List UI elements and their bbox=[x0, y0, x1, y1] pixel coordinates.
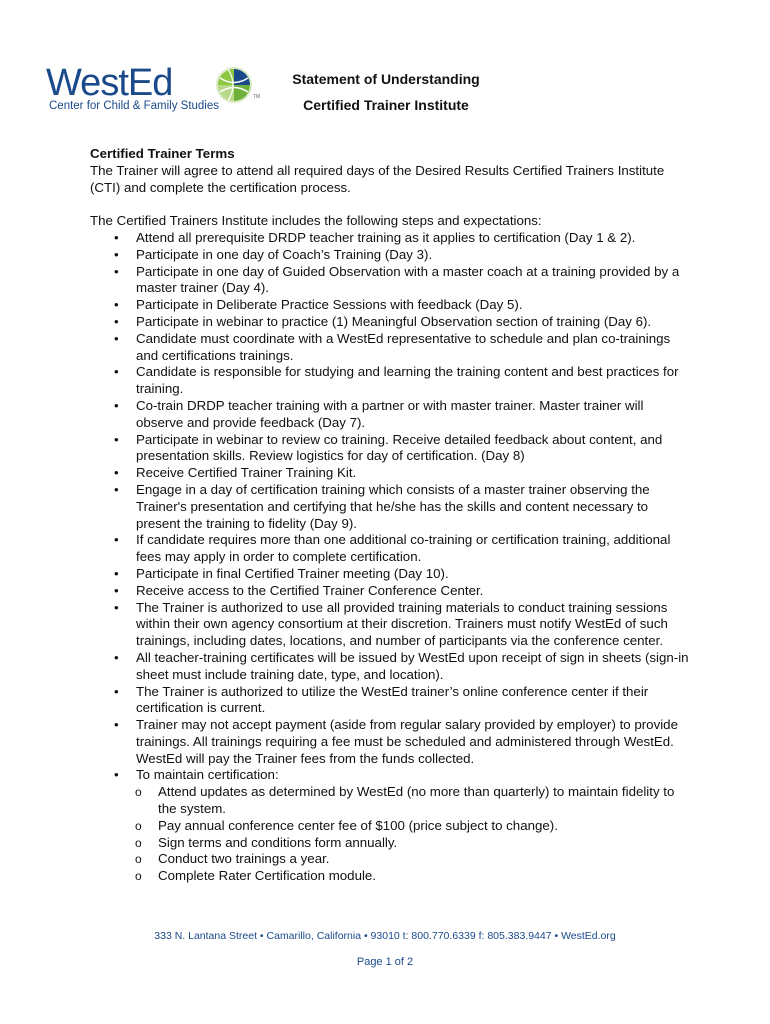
sub-list-item: o Sign terms and conditions form annually. bbox=[113, 835, 690, 852]
terms-intro: The Trainer will agree to attend all required days of the Desired Results Certified Trainers Institute (CTI) and complete the certification process. bbox=[90, 162, 665, 195]
list-item: • The Trainer is authorized to utilize the WestEd trainer’s online conference center if their certification is current. bbox=[90, 684, 690, 718]
document-subtitle: Certified Trainer Institute bbox=[303, 97, 469, 113]
list-item: • Engage in a day of certification training which consists of a master trainer observing the Trainer's presentation and certifying that he/she has the skills and content necessary to present the training to fidelity (Day 9). bbox=[90, 482, 690, 532]
page-number: Page 1 of 2 bbox=[356, 956, 414, 968]
logo-subtitle: Center for Child & Family Studies bbox=[49, 100, 220, 112]
list-item: • If candidate requires more than one additional co-training or certification training, additional fees may apply in order to complete certification. bbox=[90, 532, 690, 566]
maintenance-sublist bbox=[136, 784, 690, 885]
logo-wordmark: WestEd bbox=[46, 62, 173, 104]
globe-icon bbox=[214, 65, 254, 105]
wested-logo bbox=[46, 64, 266, 116]
list-item-label: To maintain certification: bbox=[136, 767, 279, 783]
list-item: • Receive Certified Trainer Training Kit. bbox=[90, 465, 690, 482]
list-item: • Participate in one day of Guided Observation with a master coach at a training provided by a master trainer (Day 4). bbox=[90, 264, 690, 298]
list-item: • Co-train DRDP teacher training with a partner or with master trainer. Master trainer will observe and provide feedback (Day 7). bbox=[90, 398, 690, 432]
list-item: • Participate in one day of Coach’s Training (Day 3). bbox=[90, 247, 690, 264]
list-item-maintain-certification bbox=[90, 767, 690, 885]
list-item: • Participate in webinar to review co training. Receive detailed feedback about content, and presentation skills. Review logistics for day of certification. (Day 8) bbox=[90, 432, 690, 466]
list-item: • Candidate must coordinate with a WestEd representative to schedule and plan co-trainings and certifications trainings. bbox=[90, 331, 690, 365]
list-item: • Participate in final Certified Trainer meeting (Day 10). bbox=[90, 566, 690, 583]
list-item: • Attend all prerequisite DRDP teacher training as it applies to certification (Day 1 & 2). bbox=[90, 230, 690, 247]
logo-trademark: TM bbox=[253, 94, 261, 100]
list-item: • All teacher-training certificates will be issued by WestEd upon receipt of sign in sheets (sign-in sheet must include training date, type, and location). bbox=[90, 650, 690, 684]
sub-list-item: o Complete Rater Certification module. bbox=[113, 868, 690, 885]
sub-list-item: o Pay annual conference center fee of $100 (price subject to change). bbox=[113, 818, 690, 835]
list-item: • The Trainer is authorized to use all provided training materials to conduct training sessions within their own agency consortium at their discretion. Trainers must notify WestEd of such trainings, including dates, locations, and number of participants via the conference center. bbox=[90, 600, 690, 650]
list-item: • Receive access to the Certified Trainer Conference Center. bbox=[90, 583, 690, 600]
list-item: • Participate in Deliberate Practice Sessions with feedback (Day 5). bbox=[90, 297, 690, 314]
sub-list-item: o Conduct two trainings a year. bbox=[113, 851, 690, 868]
terms-heading: Certified Trainer Terms bbox=[90, 146, 235, 161]
document-body bbox=[90, 146, 690, 885]
list-item: • Candidate is responsible for studying and learning the training content and best practices for training. bbox=[90, 364, 690, 398]
sub-list-item: o Attend updates as determined by WestEd (no more than quarterly) to maintain fidelity to the system. bbox=[113, 784, 690, 818]
footer-address: 333 N. Lantana Street • Camarillo, California • 93010 t: 800.770.6339 f: 805.383.9447 • WestEd.org bbox=[154, 930, 616, 942]
expectations-list bbox=[90, 230, 690, 885]
list-item: • Participate in webinar to practice (1) Meaningful Observation section of training (Day 6). bbox=[90, 314, 690, 331]
terms-lead: The Certified Trainers Institute includes the following steps and expectations: bbox=[90, 213, 542, 229]
list-item: • Trainer may not accept payment (aside from regular salary provided by employer) to provide trainings. All trainings requiring a fee must be scheduled and administered through WestEd. WestEd will pay the Trainer fees from the funds collected. bbox=[90, 717, 690, 767]
document-title: Statement of Understanding bbox=[292, 71, 480, 87]
